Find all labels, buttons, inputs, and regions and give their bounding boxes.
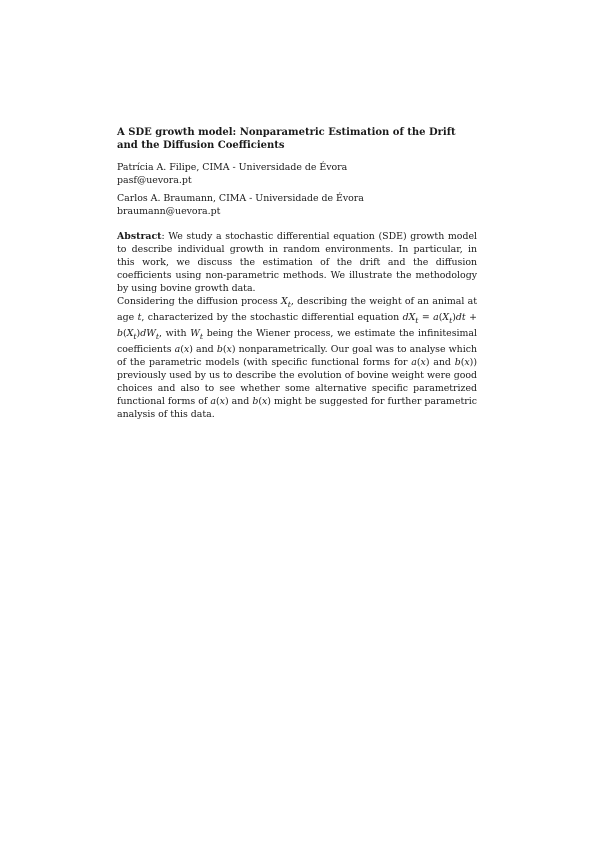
- math-var: X: [281, 296, 288, 307]
- math-var: b: [117, 327, 124, 339]
- abstract-text: : We study a stochastic differential equation (SDE) growth model to describe individual growth in random environments. In particular, in this work, we discuss the estimation of the drift and the diffusion coefficients using non-parametric methods. We illustrate the methodology by using bovine growth data.: [117, 231, 477, 294]
- text-run: , characterized by the stochastic differential equation: [141, 311, 403, 323]
- text-run: (: [180, 343, 184, 355]
- text-run: , describing the weight of an animal at age: [117, 296, 478, 323]
- abstract-paragraph-1: [117, 230, 477, 295]
- text-run: (: [222, 343, 227, 355]
- math-var: x: [262, 395, 268, 407]
- text-run: Considering the diffusion process: [117, 296, 282, 307]
- math-sub: t: [199, 331, 204, 341]
- math-sub: t: [449, 315, 453, 325]
- text-run: ) nonparametrically. Our goal was to analyse which of the parametric models (with specific functional forms for: [117, 343, 477, 368]
- math-var: x: [420, 356, 426, 368]
- math-var: X: [442, 311, 450, 323]
- author-name-affiliation: Carlos A. Braumann, CIMA - Universidade de Évora: [117, 193, 364, 204]
- math-var: a: [210, 395, 216, 407]
- author-email[interactable]: pasf@uevora.pt: [117, 175, 192, 186]
- author-email[interactable]: braumann@uevora.pt: [117, 206, 221, 217]
- math-var: X: [126, 327, 134, 339]
- text-run: ) might be suggested for further parametric analysis of this data.: [117, 395, 477, 420]
- text-run: +: [465, 311, 477, 323]
- text-run: (: [258, 395, 262, 407]
- text-run: )) previously used by us to describe the evolution of bovine weight were good choices and also to see whether some alternative specific parametrized functional forms of: [117, 356, 477, 407]
- text-run: ): [452, 311, 456, 323]
- math-sub: t: [133, 331, 137, 341]
- math-var: b: [216, 343, 223, 355]
- math-var: x: [464, 356, 470, 368]
- math-sub: t: [155, 331, 159, 341]
- author-name-affiliation: Patrícia A. Filipe, CIMA - Universidade de Évora: [117, 162, 348, 173]
- math-var: dt: [455, 311, 466, 323]
- text-run: ) and: [425, 356, 455, 368]
- text-run: (: [438, 311, 443, 323]
- math-var: a: [433, 311, 439, 323]
- math-var: b: [252, 395, 259, 407]
- text-run: (: [416, 356, 421, 368]
- math-sub: t: [415, 315, 419, 325]
- text-run: , with: [159, 327, 191, 339]
- math-var: x: [183, 343, 190, 355]
- math-var: x: [226, 343, 232, 355]
- text-run: ): [136, 327, 141, 339]
- text-run: (: [123, 327, 127, 339]
- text-run: ) and: [224, 395, 253, 407]
- abstract: [117, 230, 477, 421]
- author-block-1: [117, 161, 477, 187]
- math-var: dW: [140, 327, 156, 339]
- math-var: dX: [402, 311, 416, 323]
- math-var: b: [454, 356, 461, 368]
- math-var: x: [219, 395, 225, 407]
- abstract-label: Abstract: [117, 231, 162, 242]
- author-block-2: [117, 192, 477, 218]
- math-var: W: [190, 327, 200, 339]
- math-var: a: [411, 356, 417, 368]
- text-run: =: [418, 311, 434, 323]
- paper-page: [117, 126, 477, 421]
- abstract-paragraph-2: [117, 295, 477, 421]
- paper-title: A SDE growth model: Nonparametric Estimation of the Drift and the Diffusion Coefficients: [117, 127, 456, 151]
- text-run: (: [215, 395, 220, 407]
- math-sub: t: [287, 299, 291, 309]
- math-var: t: [137, 311, 142, 323]
- math-var: a: [174, 343, 181, 355]
- text-run: being the Wiener process, we estimate the infinitesimal coefficients: [117, 327, 477, 355]
- text-run: ) and: [189, 343, 217, 355]
- text-run: (: [460, 356, 465, 368]
